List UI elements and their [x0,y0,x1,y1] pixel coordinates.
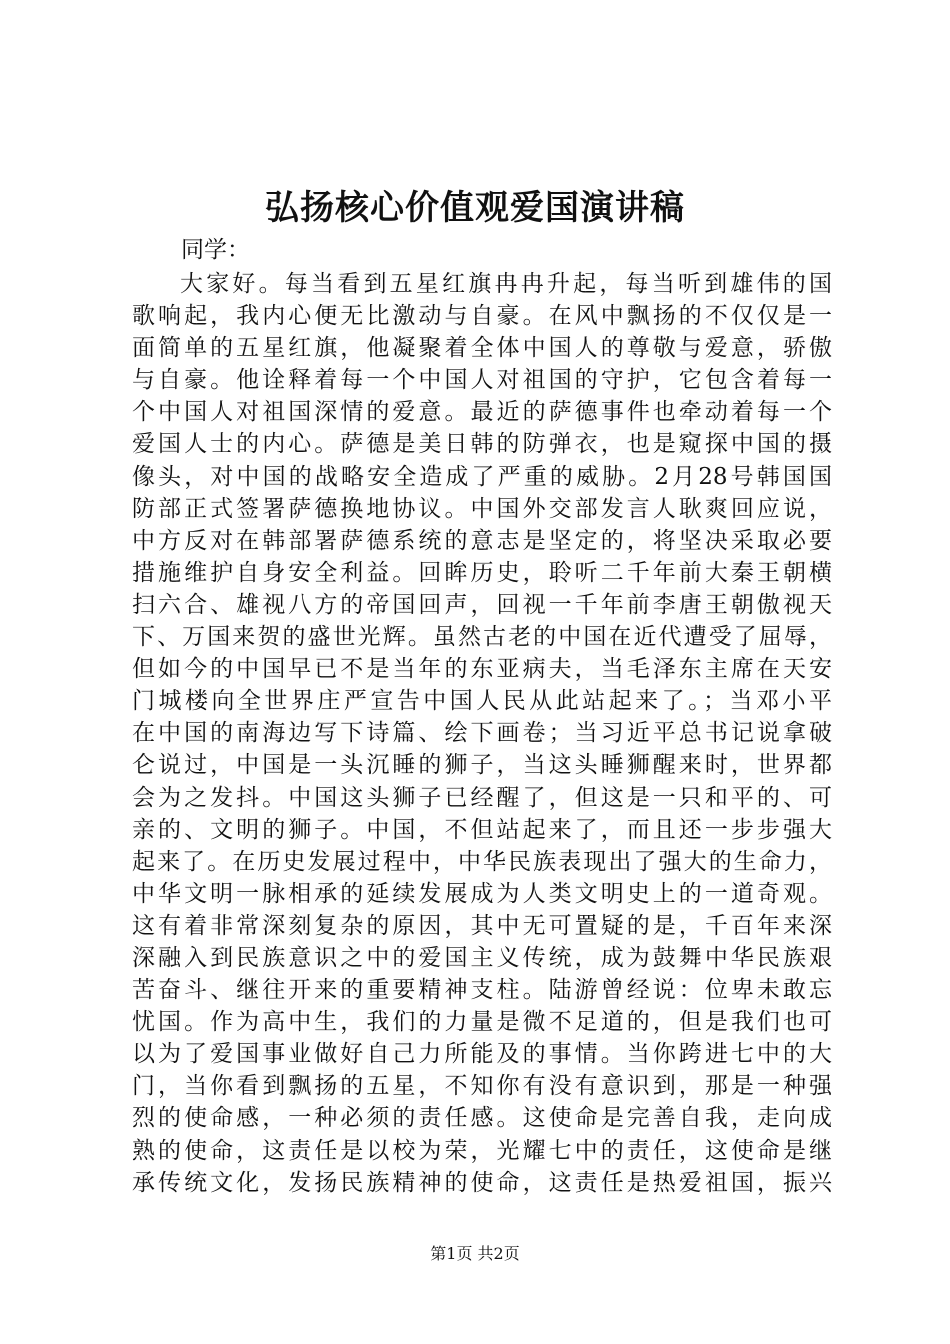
body-line: 措施维护自身安全利益。回眸历史，聆听二千年前大秦王朝横 [132,559,832,586]
body-line: 个中国人对祖国深情的爱意。最近的萨德事件也牵动着每一个 [132,399,832,426]
body-line: 中华文明一脉相承的延续发展成为人类文明史上的一道奇观。 [132,880,832,907]
body-line: 门城楼向全世界庄严宣告中国人民从此站起来了。；当邓小平 [132,688,832,715]
page-footer: 第1页 共2页 [430,1244,520,1263]
body-line: 深融入到民族意识之中的爱国主义传统，成为鼓舞中华民族艰 [132,944,832,971]
body-line: 熟的使命，这责任是以校为荣，光耀七中的责任，这使命是继 [132,1137,832,1164]
body-line: 歌响起，我内心便无比激动与自豪。在风中飘扬的不仅仅是一 [132,303,832,330]
body-line: 但如今的中国早已不是当年的东亚病夫，当毛泽东主席在天安 [132,656,832,683]
body-line: 中方反对在韩部署萨德系统的意志是坚定的，将坚决采取必要 [132,527,832,554]
body-line: 面简单的五星红旗，他凝聚着全体中国人的尊敬与爱意，骄傲 [132,335,832,362]
salutation: 同学： [181,237,250,263]
body-line: 与自豪。他诠释着每一个中国人对祖国的守护，它包含着每一 [132,367,832,394]
body-line: 门，当你看到飘扬的五星，不知你有没有意识到，那是一种强 [132,1073,832,1100]
body-line: 爱国人士的内心。萨德是美日韩的防弹衣，也是窥探中国的摄 [132,431,832,458]
body-line: 亲的、文明的狮子。中国，不但站起来了，而且还一步步强大 [132,816,832,843]
body-line: 在中国的南海边写下诗篇、绘下画卷；当习近平总书记说拿破 [132,720,832,747]
body-line: 会为之发抖。中国这头狮子已经醒了，但这是一只和平的、可 [132,784,832,811]
document-title: 弘扬核心价值观爱国演讲稿 [265,188,685,228]
body-line: 忧国。作为高中生，我们的力量是微不足道的，但是我们也可 [132,1009,832,1036]
body-line: 苦奋斗、继往开来的重要精神支柱。陆游曾经说：位卑未敢忘 [132,977,832,1004]
body-line: 以为了爱国事业做好自己力所能及的事情。当你跨进七中的大 [132,1041,832,1068]
body-line: 这有着非常深刻复杂的原因，其中无可置疑的是，千百年来深 [132,912,832,939]
body-line: 像头，对中国的战略安全造成了严重的威胁。2月28号韩国国 [132,463,832,490]
body-line: 起来了。在历史发展过程中，中华民族表现出了强大的生命力， [132,848,832,875]
speech-body [132,268,832,1199]
body-line: 烈的使命感，一种必须的责任感。这使命是完善自我，走向成 [132,1105,832,1132]
body-line: 承传统文化，发扬民族精神的使命，这责任是热爱祖国，振兴 [132,1169,832,1196]
body-line: 防部正式签署萨德换地协议。中国外交部发言人耿爽回应说， [132,495,832,522]
body-line: 大家好。每当看到五星红旗冉冉升起，每当听到雄伟的国 [180,271,832,297]
body-line: 仑说过，中国是一头沉睡的狮子，当这头睡狮醒来时，世界都 [132,752,832,779]
body-line: 下、万国来贺的盛世光辉。虽然古老的中国在近代遭受了屈辱， [132,624,832,651]
body-line: 扫六合、雄视八方的帝国回声，回视一千年前李唐王朝傲视天 [132,591,832,618]
